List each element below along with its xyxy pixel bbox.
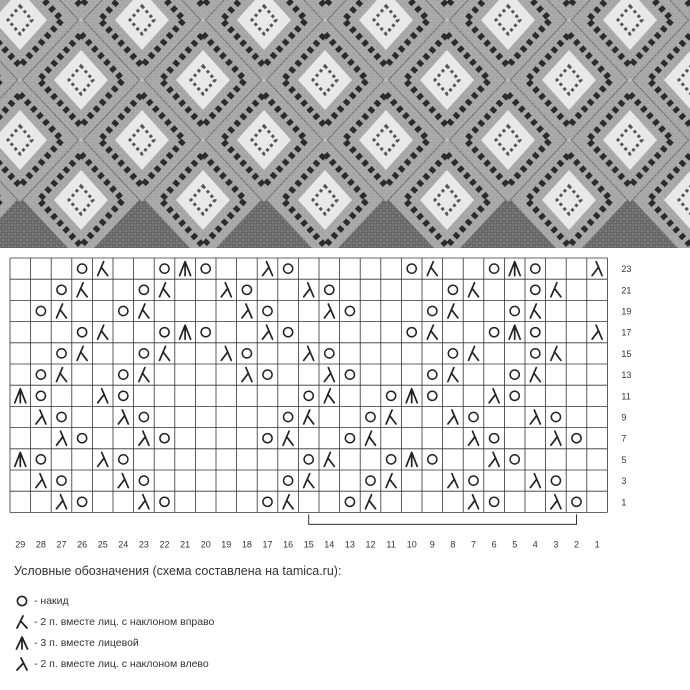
legend	[14, 562, 674, 674]
chart-row	[57, 283, 561, 297]
yarn-over-symbol	[387, 455, 396, 464]
row-label: 3	[621, 476, 627, 487]
yarn-over-symbol	[428, 455, 437, 464]
yarn-over-symbol	[345, 497, 354, 506]
yarn-over-symbol	[263, 434, 272, 443]
column-label: 21	[180, 539, 191, 550]
yarn-over-symbol	[284, 264, 293, 273]
column-label: 4	[532, 539, 538, 550]
k2tog-right-symbol	[551, 346, 561, 360]
k2tog-left-symbol	[304, 283, 314, 297]
row-label: 11	[621, 391, 631, 402]
row-label: 21	[621, 285, 632, 296]
k2tog-left-symbol	[118, 410, 128, 424]
yarn-over-symbol	[119, 370, 128, 379]
yarn-over-symbol	[304, 391, 313, 400]
yarn-over-symbol	[572, 434, 581, 443]
column-label: 5	[512, 539, 518, 550]
k2tog-left-symbol	[263, 262, 273, 276]
k3tog-icon	[14, 635, 30, 651]
column-label: 9	[429, 539, 435, 550]
column-label: 19	[221, 539, 232, 550]
yarn-over-symbol	[345, 434, 354, 443]
k3tog-symbol	[180, 325, 191, 339]
column-label: 13	[344, 539, 355, 550]
yarn-over-symbol	[139, 349, 148, 358]
k2tog-right-symbol	[160, 283, 170, 297]
k2tog-right-symbol	[427, 262, 437, 276]
yarn-over-symbol	[490, 328, 499, 337]
yarn-over-symbol	[428, 306, 437, 315]
k2tog-left-symbol	[242, 304, 252, 318]
yarn-over-symbol	[78, 434, 87, 443]
yarn-over-symbol	[119, 455, 128, 464]
k3tog-symbol	[180, 262, 191, 276]
k2tog-left-symbol	[36, 474, 46, 488]
k3tog-symbol	[509, 325, 520, 339]
legend-item-yarn-over	[14, 590, 674, 611]
row-label: 1	[621, 497, 627, 508]
yarn-over-symbol	[160, 328, 169, 337]
legend-item-k2tog-left	[14, 653, 674, 674]
column-label: 3	[553, 539, 559, 550]
k2tog-left-symbol	[448, 410, 458, 424]
k2tog-right-symbol	[469, 346, 479, 360]
row-label: 15	[621, 348, 632, 359]
k2tog-right-symbol	[551, 283, 561, 297]
k2tog-right-symbol	[57, 304, 67, 318]
column-label: 25	[97, 539, 108, 550]
k2tog-right-symbol	[448, 304, 458, 318]
chart-row	[15, 452, 520, 466]
yarn-over-symbol	[78, 264, 87, 273]
k2tog-left-symbol	[448, 474, 458, 488]
yarn-over-symbol	[469, 476, 478, 485]
k2tog-left-symbol	[242, 368, 252, 382]
k2tog-right-symbol	[160, 346, 170, 360]
column-label: 2	[573, 539, 580, 550]
yarn-over-symbol	[160, 434, 169, 443]
k2tog-right-symbol	[77, 346, 87, 360]
yarn-over-symbol	[284, 328, 293, 337]
yarn-over-symbol	[78, 497, 87, 506]
legend-item-k3tog	[14, 632, 674, 653]
row-label: 19	[621, 306, 632, 317]
yarn-over-symbol	[57, 285, 66, 294]
k2tog-left-symbol	[592, 262, 602, 276]
k2tog-right-symbol	[304, 474, 314, 488]
k2tog-right-symbol	[530, 368, 540, 382]
lace-pattern-image	[0, 0, 690, 248]
yarn-over-symbol	[428, 370, 437, 379]
column-label: 26	[77, 539, 88, 550]
k2tog-left-symbol	[469, 431, 479, 445]
yarn-over-symbol	[57, 349, 66, 358]
row-label: 17	[621, 327, 632, 338]
k2tog-right-symbol	[98, 325, 108, 339]
k2tog-left-symbol	[221, 346, 231, 360]
yarn-over-symbol	[263, 306, 272, 315]
k2tog-left-symbol	[469, 495, 479, 509]
yarn-over-symbol	[366, 476, 375, 485]
yarn-over-symbol	[448, 285, 457, 294]
k3tog-symbol	[406, 389, 417, 403]
yarn-over-symbol	[263, 497, 272, 506]
yarn-over-symbol	[36, 455, 45, 464]
column-label: 17	[262, 539, 273, 550]
k2tog-right-symbol	[304, 410, 314, 424]
k2tog-left-symbol	[139, 431, 149, 445]
knitting-chart	[0, 248, 690, 558]
k3tog-symbol	[15, 452, 26, 466]
k2tog-left-icon	[14, 656, 30, 672]
k2tog-left-symbol	[98, 452, 108, 466]
k2tog-right-symbol	[427, 325, 437, 339]
k3tog-symbol	[509, 262, 520, 276]
column-label: 14	[324, 539, 335, 550]
k2tog-right-symbol	[98, 262, 108, 276]
k2tog-right-symbol	[139, 368, 149, 382]
yarn-over-symbol	[242, 285, 251, 294]
yarn-over-symbol	[572, 497, 581, 506]
yarn-over-symbol	[407, 264, 416, 273]
k2tog-left-symbol	[592, 325, 602, 339]
column-label: 7	[470, 539, 477, 550]
yarn-over-symbol	[531, 349, 540, 358]
yarn-over-symbol	[119, 306, 128, 315]
yarn-over-symbol	[531, 285, 540, 294]
yarn-over-symbol	[551, 476, 560, 485]
k2tog-left-symbol	[57, 431, 67, 445]
k2tog-left-symbol	[304, 346, 314, 360]
chart-grid	[0, 248, 690, 558]
column-label: 15	[303, 539, 314, 550]
lace-photo	[0, 0, 690, 248]
k2tog-right-symbol	[386, 410, 396, 424]
k2tog-right-symbol	[366, 495, 376, 509]
legend-label-k2tog-left: - 2 п. вместе лиц. с наклоном влево	[34, 657, 209, 670]
yarn-over-symbol	[469, 412, 478, 421]
column-label: 1	[594, 539, 600, 550]
chart-row	[15, 389, 520, 403]
yarn-over-symbol	[284, 476, 293, 485]
legend-label-k2tog-right: - 2 п. вместе лиц. с наклоном вправо	[34, 615, 215, 628]
yarn-over-symbol	[160, 497, 169, 506]
yarn-over-symbol	[201, 328, 210, 337]
yarn-over-symbol	[57, 476, 66, 485]
yarn-over-symbol	[201, 264, 210, 273]
yarn-over-symbol	[510, 455, 519, 464]
k2tog-left-symbol	[551, 431, 561, 445]
k2tog-right-symbol	[366, 431, 376, 445]
yarn-over-symbol	[407, 328, 416, 337]
yarn-over-symbol	[510, 370, 519, 379]
k2tog-left-symbol	[36, 410, 46, 424]
repeat-bracket	[309, 514, 577, 524]
column-label: 23	[138, 539, 149, 550]
yarn-over-symbol	[263, 370, 272, 379]
column-label: 11	[386, 539, 396, 550]
yarn-over-symbol	[36, 306, 45, 315]
chart-row	[36, 304, 540, 318]
yarn-over-symbol	[139, 412, 148, 421]
yarn-over-symbol	[448, 349, 457, 358]
k3tog-symbol	[406, 452, 417, 466]
column-label: 12	[365, 539, 376, 550]
k2tog-right-symbol	[448, 368, 458, 382]
k2tog-left-symbol	[139, 495, 149, 509]
column-label: 18	[241, 539, 252, 550]
k2tog-left-symbol	[530, 410, 540, 424]
column-label: 16	[283, 539, 294, 550]
column-label: 24	[118, 539, 129, 550]
yarn-over-symbol	[531, 264, 540, 273]
yarn-over-symbol	[387, 391, 396, 400]
yarn-over-symbol	[490, 264, 499, 273]
yarn-over-symbol	[304, 455, 313, 464]
k2tog-right-symbol	[139, 304, 149, 318]
legend-title: Условные обозначения (схема составлена на tamica.ru):	[14, 564, 342, 578]
yarn-over-symbol	[242, 349, 251, 358]
yarn-over-symbol	[78, 328, 87, 337]
k2tog-left-symbol	[489, 389, 499, 403]
k2tog-right-symbol	[324, 452, 334, 466]
legend-label-yarn-over: - накид	[34, 594, 69, 607]
k2tog-right-symbol	[283, 431, 293, 445]
row-labels	[621, 264, 631, 507]
k2tog-left-symbol	[57, 495, 67, 509]
k2tog-right-symbol	[386, 474, 396, 488]
yarn-over-symbol	[284, 412, 293, 421]
k2tog-left-symbol	[324, 304, 334, 318]
k2tog-left-symbol	[98, 389, 108, 403]
yarn-over-symbol	[139, 285, 148, 294]
k2tog-left-symbol	[221, 283, 231, 297]
chart-row	[36, 368, 540, 382]
yarn-over-symbol	[490, 434, 499, 443]
row-label: 13	[621, 370, 632, 381]
column-label: 8	[450, 539, 456, 550]
column-label: 29	[15, 539, 26, 550]
legend-label-k3tog: - 3 п. вместе лицевой	[34, 636, 139, 649]
yarn-over-symbol	[345, 306, 354, 315]
yarn-over-symbol	[160, 264, 169, 273]
yarn-over-symbol	[119, 391, 128, 400]
column-label: 20	[200, 539, 211, 550]
legend-item-k2tog-right	[14, 611, 674, 632]
k2tog-right-icon	[14, 614, 30, 630]
yarn-over-symbol	[325, 349, 334, 358]
column-label: 22	[159, 539, 170, 550]
k2tog-left-symbol	[263, 325, 273, 339]
k2tog-right-symbol	[77, 283, 87, 297]
yarn-over-icon	[14, 593, 30, 609]
k2tog-left-symbol	[489, 452, 499, 466]
column-labels	[15, 539, 599, 549]
row-label: 9	[621, 412, 627, 423]
yarn-over-symbol	[57, 412, 66, 421]
column-label: 10	[406, 539, 417, 550]
yarn-over-symbol	[36, 370, 45, 379]
yarn-over-symbol	[325, 285, 334, 294]
k2tog-right-symbol	[283, 495, 293, 509]
k2tog-left-symbol	[530, 474, 540, 488]
yarn-over-symbol	[36, 391, 45, 400]
row-label: 7	[621, 433, 627, 444]
yarn-over-symbol	[345, 370, 354, 379]
k2tog-right-symbol	[469, 283, 479, 297]
row-label: 23	[621, 264, 632, 275]
k2tog-left-symbol	[324, 368, 334, 382]
k2tog-left-symbol	[118, 474, 128, 488]
column-label: 6	[491, 539, 497, 550]
k2tog-left-symbol	[551, 495, 561, 509]
k2tog-right-symbol	[324, 389, 334, 403]
column-label: 27	[56, 539, 67, 550]
yarn-over-symbol	[139, 476, 148, 485]
yarn-over-symbol	[551, 412, 560, 421]
yarn-over-symbol	[510, 391, 519, 400]
yarn-over-symbol	[490, 497, 499, 506]
column-label: 28	[35, 539, 46, 550]
k3tog-symbol	[15, 389, 26, 403]
yarn-over-symbol	[510, 306, 519, 315]
yarn-over-symbol	[428, 391, 437, 400]
k2tog-right-symbol	[530, 304, 540, 318]
yarn-over-symbol	[531, 328, 540, 337]
yarn-over-symbol	[366, 412, 375, 421]
chart-row	[57, 346, 561, 360]
row-label: 5	[621, 454, 627, 465]
k2tog-right-symbol	[57, 368, 67, 382]
